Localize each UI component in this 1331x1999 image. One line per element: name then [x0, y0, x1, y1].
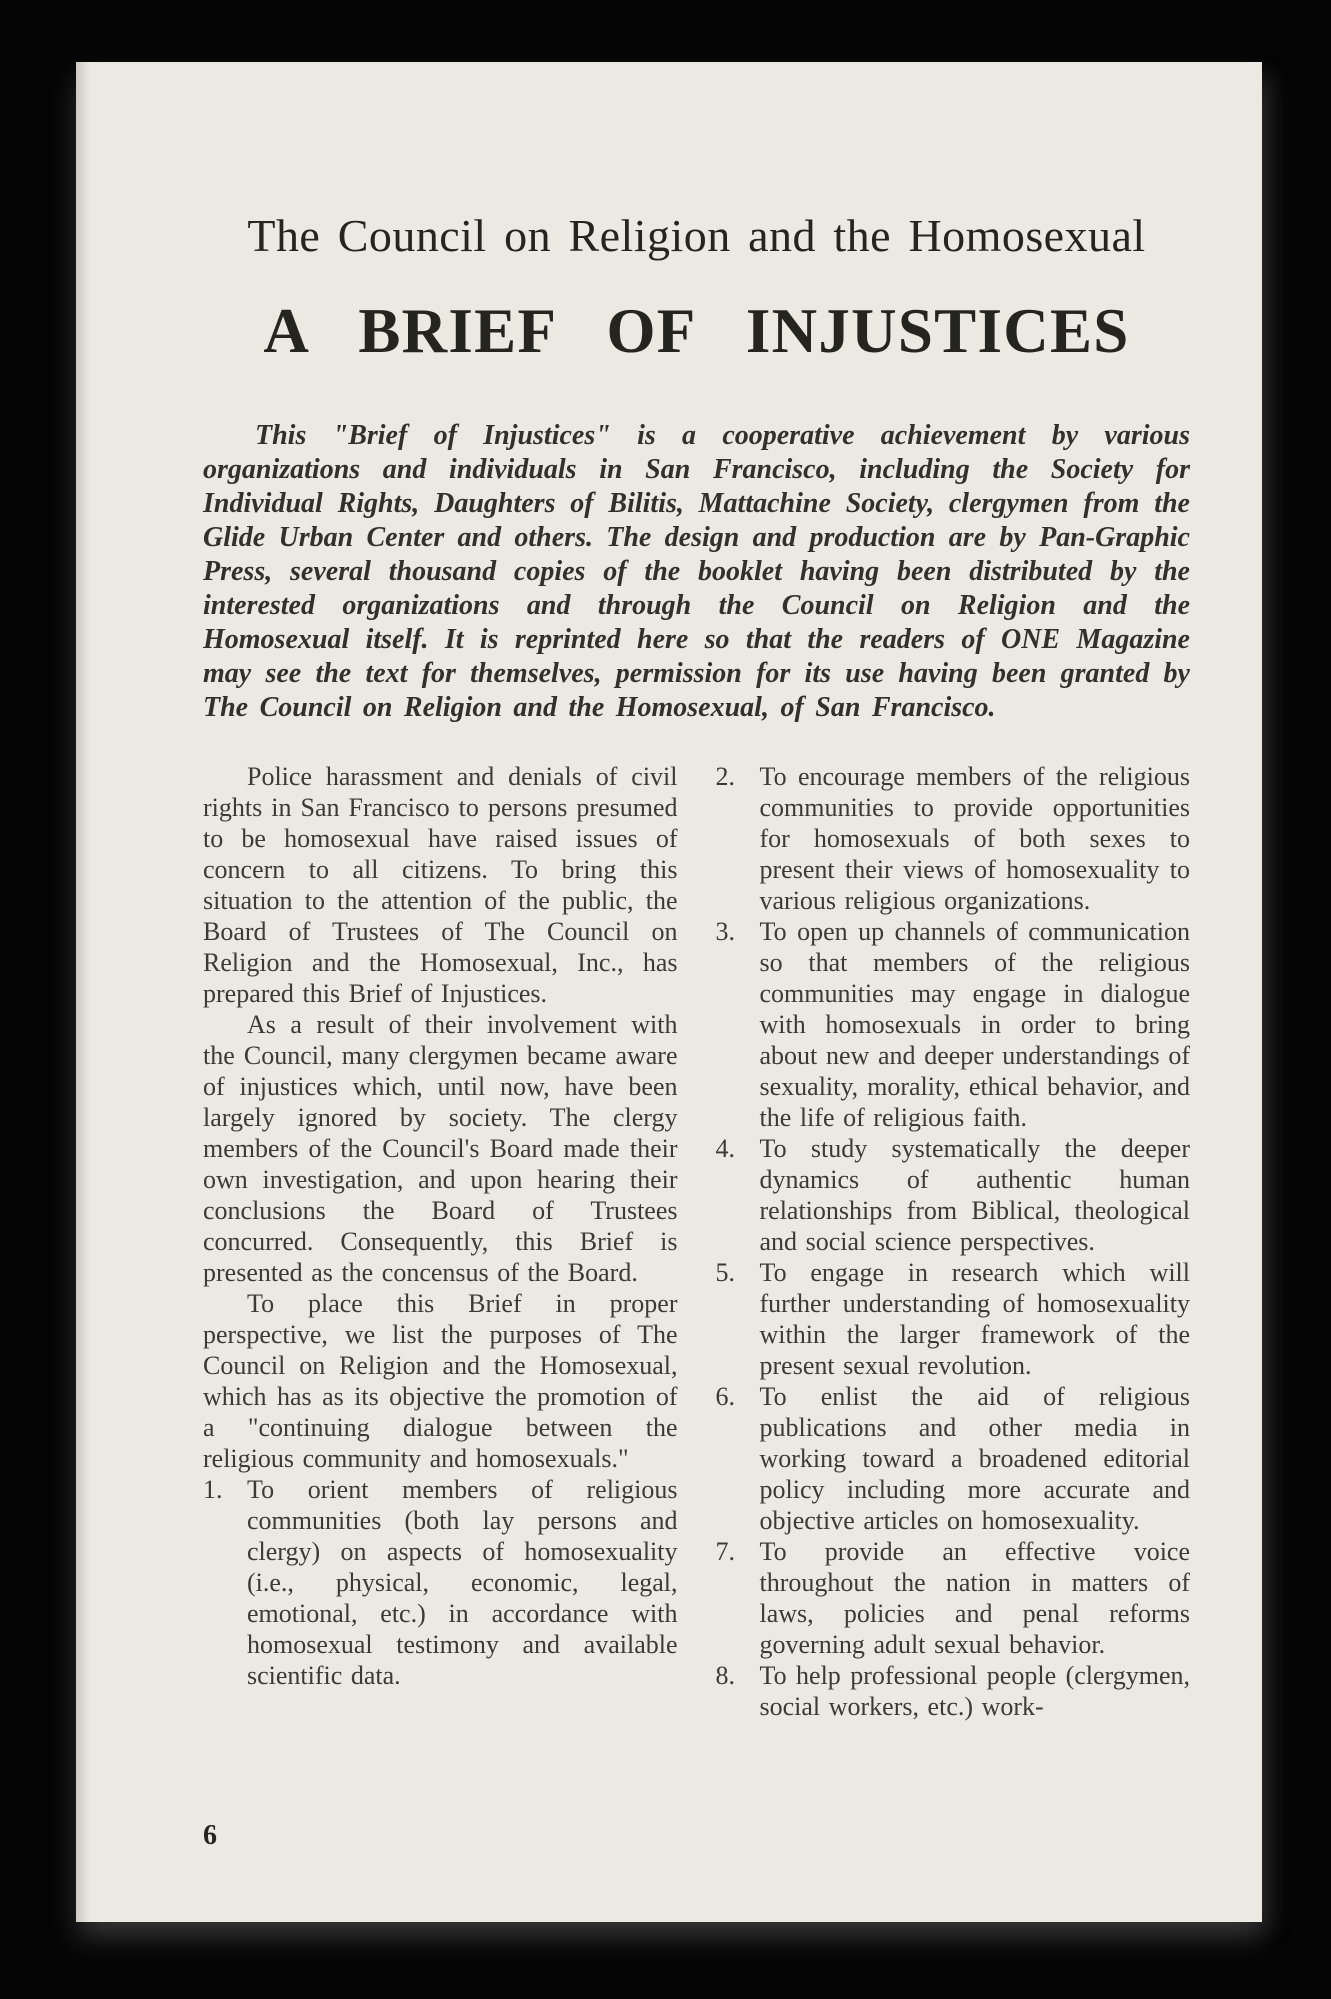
article-intro: This "Brief of Injustices" is a cooperative achievement by various organizations and individuals in San Francisco, including the Society for Individual Rights, Daughters of Bilitis, Mattachine Society, clergymen from the Glide Urban Center and others. The design and production are by Pan-Graphic Press, several thousand copies of the booklet having been distributed by the interested organizations and through the Council on Religion and the Homosexual itself. It is reprinted here so that the readers of ONE Magazine may see the text for themselves, permission for its use having been granted by The Council on Religion and the Homosexual, of San Francisco.: [203, 420, 1190, 724]
list-item-number: 1.: [203, 1475, 223, 1505]
list-item-text: To engage in research which will further understanding of homosexuality within the larger framework of the present sexual revolution.: [759, 1258, 1190, 1381]
list-item-number: 5.: [715, 1258, 735, 1288]
list-item-number: 3.: [715, 917, 735, 947]
list-item: [716, 916, 1191, 1133]
magazine-page: [76, 62, 1262, 1922]
list-item: [716, 1381, 1191, 1536]
body-paragraph: To place this Brief in proper perspective, we list the purposes of The Council on Religion and the Homosexual, which has as its objective the promotion of a "continuing dialogue between the religious community and homosexuals.": [203, 1289, 678, 1474]
page-number: 6: [203, 1820, 217, 1851]
list-item-text: To enlist the aid of religious publications and other media in working toward a broadened editorial policy including more accurate and objective articles on homosexuality.: [759, 1382, 1190, 1536]
list-item-text: To help professional people (clergymen, social workers, etc.) work-: [759, 1661, 1190, 1722]
body-paragraph: As a result of their involvement with the Council, many clergymen became aware of injustices which, until now, have been largely ignored by society. The clergy members of the Council's Board made their own investigation, and upon hearing their conclusions the Board of Trustees concurred. Consequently, this Brief is presented as the concensus of the Board.: [203, 1010, 678, 1288]
list-item-number: 7.: [715, 1537, 735, 1567]
list-item-number: 4.: [715, 1134, 735, 1164]
list-item: [716, 761, 1191, 916]
right-list: [716, 761, 1191, 1722]
body-columns: [203, 761, 1190, 1722]
left-paragraphs: [203, 761, 678, 1474]
list-item: [716, 1133, 1191, 1257]
article-title: A BRIEF OF INJUSTICES: [263, 296, 1130, 367]
list-item: [716, 1257, 1191, 1381]
article-kicker: The Council on Religion and the Homosexual: [247, 210, 1146, 261]
list-item-text: To encourage members of the religious communities to provide opportunities for homosexuals of both sexes to present their views of homosexuality to various religious organizations.: [759, 762, 1190, 916]
list-item: [203, 1474, 678, 1691]
list-item: [716, 1536, 1191, 1660]
right-column: [716, 761, 1191, 1722]
list-item-text: To open up channels of communication so that members of the religious communities may engage in dialogue with homosexuals in order to bring about new and deeper understandings of sexuality, morality, ethical behavior, and the life of religious faith.: [759, 917, 1190, 1133]
list-item-number: 8.: [715, 1661, 735, 1691]
list-item-text: To study systematically the deeper dynamics of authentic human relationships from Biblical, theological and social science perspectives.: [759, 1134, 1190, 1257]
list-item: [716, 1660, 1191, 1722]
body-paragraph: Police harassment and denials of civil rights in San Francisco to persons presumed to be homosexual have raised issues of concern to all citizens. To bring this situation to the attention of the public, the Board of Trustees of The Council on Religion and the Homosexual, Inc., has prepared this Brief of Injustices.: [203, 762, 678, 1009]
list-item-text: To orient members of religious communities (both lay persons and clergy) on aspects of homosexuality (i.e., physical, economic, legal, emotional, etc.) in accordance with homosexual testimony and available scientific data.: [247, 1475, 678, 1691]
left-column: [203, 761, 678, 1722]
left-list: [203, 1474, 678, 1691]
list-item-number: 2.: [715, 762, 735, 792]
list-item-number: 6.: [715, 1382, 735, 1412]
list-item-text: To provide an effective voice throughout the nation in matters of laws, policies and penal reforms governing adult sexual behavior.: [759, 1537, 1190, 1660]
